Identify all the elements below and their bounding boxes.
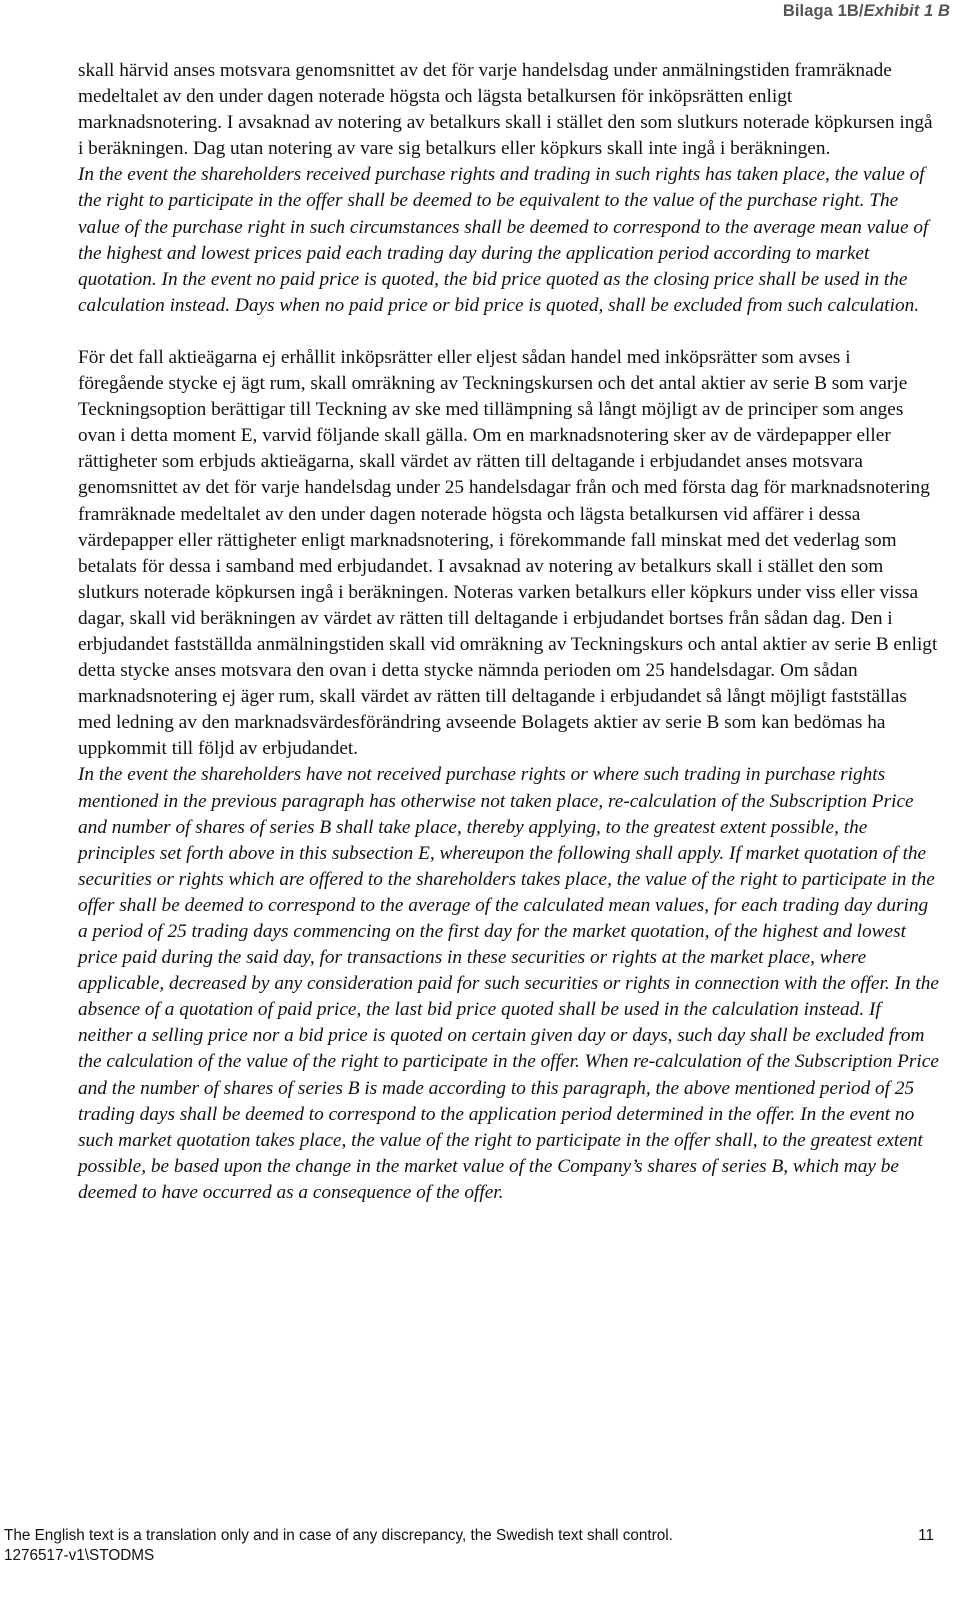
- paragraph-swedish-1: skall härvid anses motsvara genomsnittet av det för varje handelsdag under anmälningstiden framräknade medeltalet av den under dagen noterade högsta och lägsta betalkursen för inköpsrätten enligt marknadsnotering. I avsaknad av notering av betalkurs skall i stället den som slutkurs noterade köpkursen ingå i beräkningen. Dag utan notering av vare sig betalkurs eller köpkurs skall inte ingå i beräkningen.: [78, 60, 933, 160]
- exhibit-label: [783, 2, 950, 21]
- page-number: 11: [918, 1527, 934, 1544]
- document-body: [78, 58, 940, 1206]
- paragraph-english-2: In the event the shareholders have not received purchase rights or where such trading in purchase rights mentioned in the previous paragraph has otherwise not taken place, re-calculation of the Subscription Price and number of shares of series B shall take place, thereby applying, to the greatest extent possible, the principles set forth above in this subsection E, whereupon the following shall apply. If market quotation of the securities or rights which are offered to the shareholders takes place, the value of the right to participate in the offer shall be deemed to correspond to the average of the calculated mean values, for each trading day during a period of 25 trading days commencing on the first day for the market quotation, of the highest and lowest price paid during the said day, for transactions in these securities or rights at the market place, where applicable, decreased by any consideration paid for such securities or rights in connection with the offer. In the absence of a quotation of paid price, the last bid price quoted shall be used in the calculation instead. If neither a selling price nor a bid price is quoted on certain given day or days, such day shall be excluded from the calculation of the value of the right to participate in the offer. When re-calculation of the Subscription Price and the number of shares of series B is made according to this paragraph, the above mentioned period of 25 trading days shall be deemed to correspond to the application period determined in the offer. In the event no such market quotation takes place, the value of the right to participate in the offer shall, to the greatest extent possible, be based upon the change in the market value of the Company’s shares of series B, which may be deemed to have occurred as a consequence of the offer.: [78, 764, 939, 1203]
- exhibit-label-regular: Bilaga 1B/: [782, 2, 864, 20]
- document-id: 1276517-v1\STODMS: [4, 1547, 155, 1564]
- paragraph-swedish-2: För det fall aktieägarna ej erhållit inköpsrätter eller eljest sådan handel med inköpsrätter som avses i föregående stycke ej ägt rum, skall omräkning av Teckningskursen och det antal aktier av serie B som varje Teckningsoption berättigar till Teckning av ske med tillämpning så långt möjligt av de principer som anges ovan i detta moment E, varvid följande skall gälla. Om en marknadsnotering sker av de värdepapper eller rättigheter som erbjuds aktieägarna, skall värdet av rätten till deltagande i erbjudandet anses motsvara genomsnittet av det för varje handelsdag under 25 handelsdagar från och med första dag för marknadsnotering framräknade medeltalet av den under dagen noterade högsta och lägsta betalkursen vid affärer i dessa värdepapper eller rättigheter enligt marknadsnotering, i förekommande fall minskat med det vederlag som betalats för dessa i samband med erbjudandet. I avsaknad av notering av betalkurs skall i stället den som slutkurs noterade köpkursen ingå i beräkningen. Noteras varken betalkurs eller köpkurs under viss eller vissa dagar, skall vid beräkningen av värdet av rätten till deltagande i erbjudandet bortses från sådan dag. Den i erbjudandet fastställda anmälningstiden skall vid omräkning av Teckningskurs och antal aktier av serie B enligt detta stycke anses motsvara den ovan i detta stycke nämnda perioden om 25 handelsdagar. Om sådan marknadsnotering ej äger rum, skall värdet av rätten till deltagande i erbjudandet så långt möjligt fastställas med ledning av den marknadsvärdesförändring avseende Bolagets aktier av serie B som kan bedömas ha uppkommit till följd av erbjudandet.: [78, 346, 938, 760]
- footer-disclaimer: The English text is a translation only and in case of any discrepancy, the Swedish text shall control.: [4, 1527, 673, 1544]
- paragraph-english-1: In the event the shareholders received purchase rights and trading in such rights has taken place, the value of the right to participate in the offer shall be deemed to be equivalent to the value of the purchase right. The value of the purchase right in such circumstances shall be deemed to correspond to the average mean value of the highest and lowest prices paid each trading day during the application period according to market quotation. In the event no paid price is quoted, the bid price quoted as the closing price shall be used in the calculation instead. Days when no paid price or bid price is quoted, shall be excluded from such calculation.: [78, 164, 929, 316]
- page-footer: [4, 1526, 934, 1566]
- exhibit-label-italic: Exhibit 1 B: [863, 2, 950, 20]
